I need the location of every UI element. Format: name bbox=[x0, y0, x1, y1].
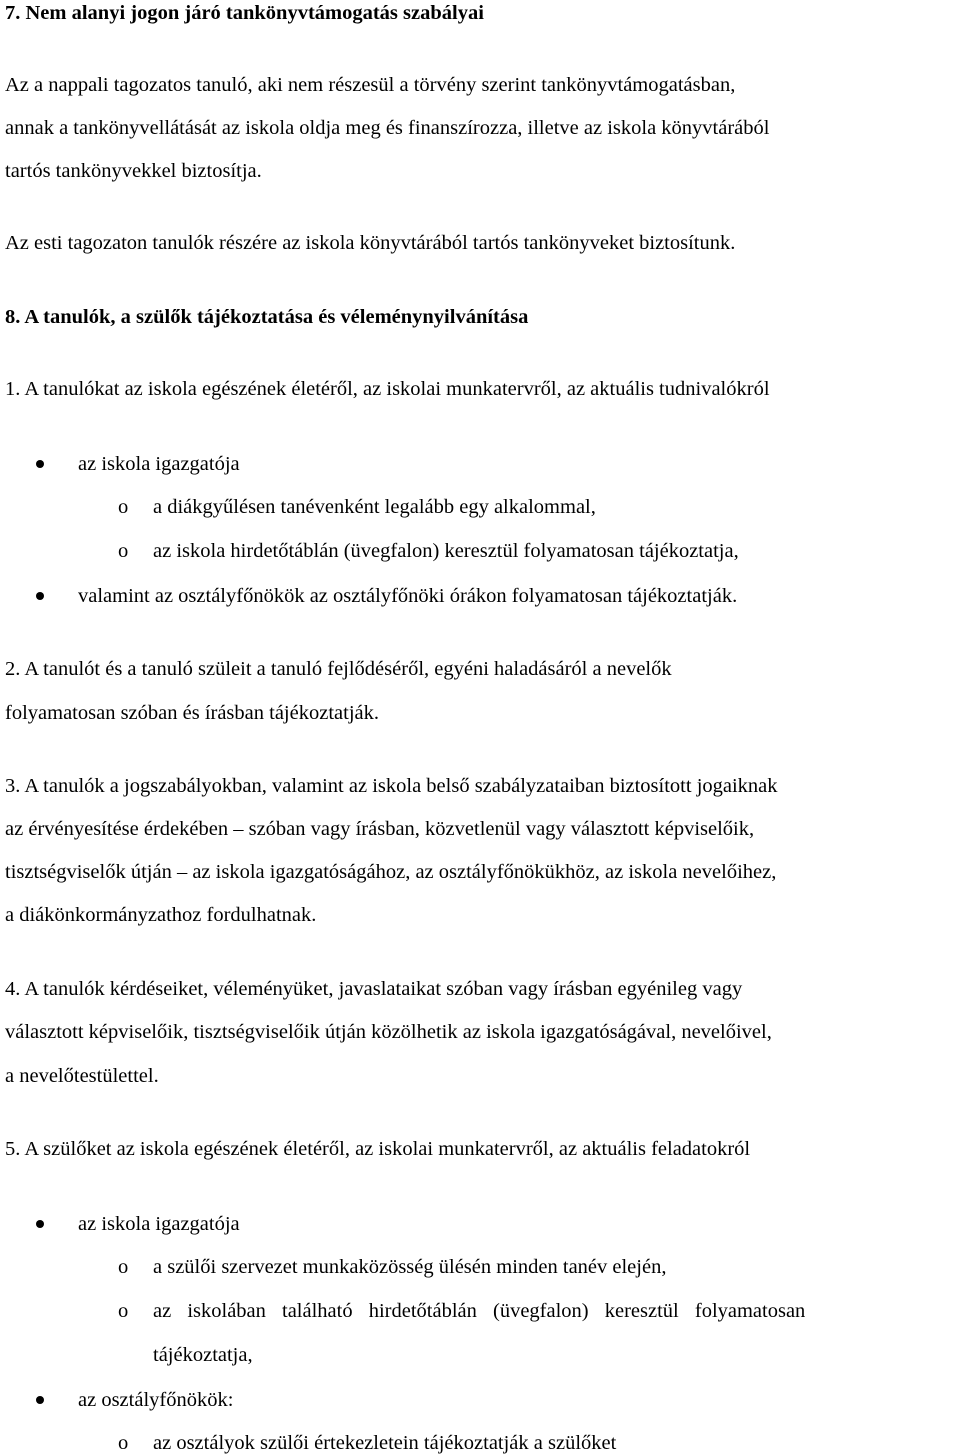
sub-marker-circle-icon: o bbox=[118, 1300, 129, 1322]
bullet-dot-icon bbox=[36, 592, 44, 600]
item4-line1: 4. A tanulók kérdéseiket, véleményüket, javaslataikat szóban vagy írásban egyénileg vagy bbox=[5, 978, 743, 1000]
section-7-para2: Az esti tagozaton tanulók részére az iskola könyvtárából tartós tankönyveket biztosítunk. bbox=[5, 232, 736, 254]
item2-line1 bbox=[5, 656, 955, 682]
section-7-heading: 7. Nem alanyi jogon járó tankönyvtámogatás szabályai bbox=[5, 2, 484, 24]
item2-line2: folyamatosan szóban és írásban tájékoztatják. bbox=[5, 702, 379, 724]
sub-marker-circle-icon: o bbox=[118, 496, 129, 518]
section-7-para1-line3: tartós tankönyvekkel biztosítja. bbox=[5, 160, 262, 182]
item1-bullet1: az iskola igazgatója bbox=[78, 453, 240, 475]
item5-bullet1: az iskola igazgatója bbox=[78, 1213, 240, 1235]
sub-marker-circle-icon: o bbox=[118, 540, 129, 562]
item3-line3: tisztségviselők útján – az iskola igazgatóságához, az osztályfőnökükhöz, az iskola nevelőihez, bbox=[5, 861, 777, 883]
section-7-para1-line1: Az a nappali tagozatos tanuló, aki nem részesül a törvény szerint tankönyvtámogatásban, bbox=[5, 74, 736, 96]
sub-marker-circle-icon: o bbox=[118, 1432, 129, 1454]
item1-intro: 1. A tanulókat az iskola egészének életéről, az iskolai munkatervről, az aktuális tudnivalókról bbox=[5, 378, 770, 400]
item4-line2: választott képviselőik, tisztségviselőik útján közölhetik az iskola igazgatóságával, nevelőivel, bbox=[5, 1021, 772, 1043]
item5-bullet2: az osztályfőnökök: bbox=[78, 1389, 234, 1411]
sub-marker-circle-icon: o bbox=[118, 1256, 129, 1278]
item3-line4: a diákönkormányzathoz fordulhatnak. bbox=[5, 904, 317, 926]
item3-line1: 3. A tanulók a jogszabályokban, valamint az iskola belső szabályzataiban biztosított jogaiknak bbox=[5, 775, 778, 797]
item1-bullet2: valamint az osztályfőnökök az osztályfőnöki órákon folyamatosan tájékoztatják. bbox=[78, 585, 738, 607]
item5-sub2-cont: tájékoztatja, bbox=[153, 1344, 253, 1366]
item5-sub3: az osztályok szülői értekezletein tájékoztatják a szülőket bbox=[153, 1432, 617, 1454]
bullet-dot-icon bbox=[36, 1396, 44, 1404]
item2-line1-text: 2. A tanulót és a tanuló szüleit a tanuló fejlődéséről, egyéni haladásáról a nevelők bbox=[5, 658, 672, 680]
item1-sub1: a diákgyűlésen tanévenként legalább egy alkalommal, bbox=[153, 496, 596, 518]
item5-sub2: az iskolában található hirdetőtáblán (üvegfalon) keresztül folyamatosan bbox=[153, 1300, 806, 1322]
item4-line3: a nevelőtestülettel. bbox=[5, 1065, 159, 1087]
item1-sub2: az iskola hirdetőtáblán (üvegfalon) keresztül folyamatosan tájékoztatja, bbox=[153, 540, 739, 562]
section-8-heading: 8. A tanulók, a szülők tájékoztatása és véleménynyilvánítása bbox=[5, 306, 529, 328]
bullet-dot-icon bbox=[36, 460, 44, 468]
item5-sub1: a szülői szervezet munkaközösség ülésén minden tanév elején, bbox=[153, 1256, 667, 1278]
item3-line2: az érvényesítése érdekében – szóban vagy írásban, közvetlenül vagy választott képviselőik, bbox=[5, 818, 755, 840]
section-7-para1-line2: annak a tankönyvellátását az iskola oldja meg és finanszírozza, illetve az iskola könyvtárából bbox=[5, 117, 770, 139]
item5-intro: 5. A szülőket az iskola egészének életéről, az iskolai munkatervről, az aktuális feladatokról bbox=[5, 1138, 751, 1160]
bullet-dot-icon bbox=[36, 1220, 44, 1228]
